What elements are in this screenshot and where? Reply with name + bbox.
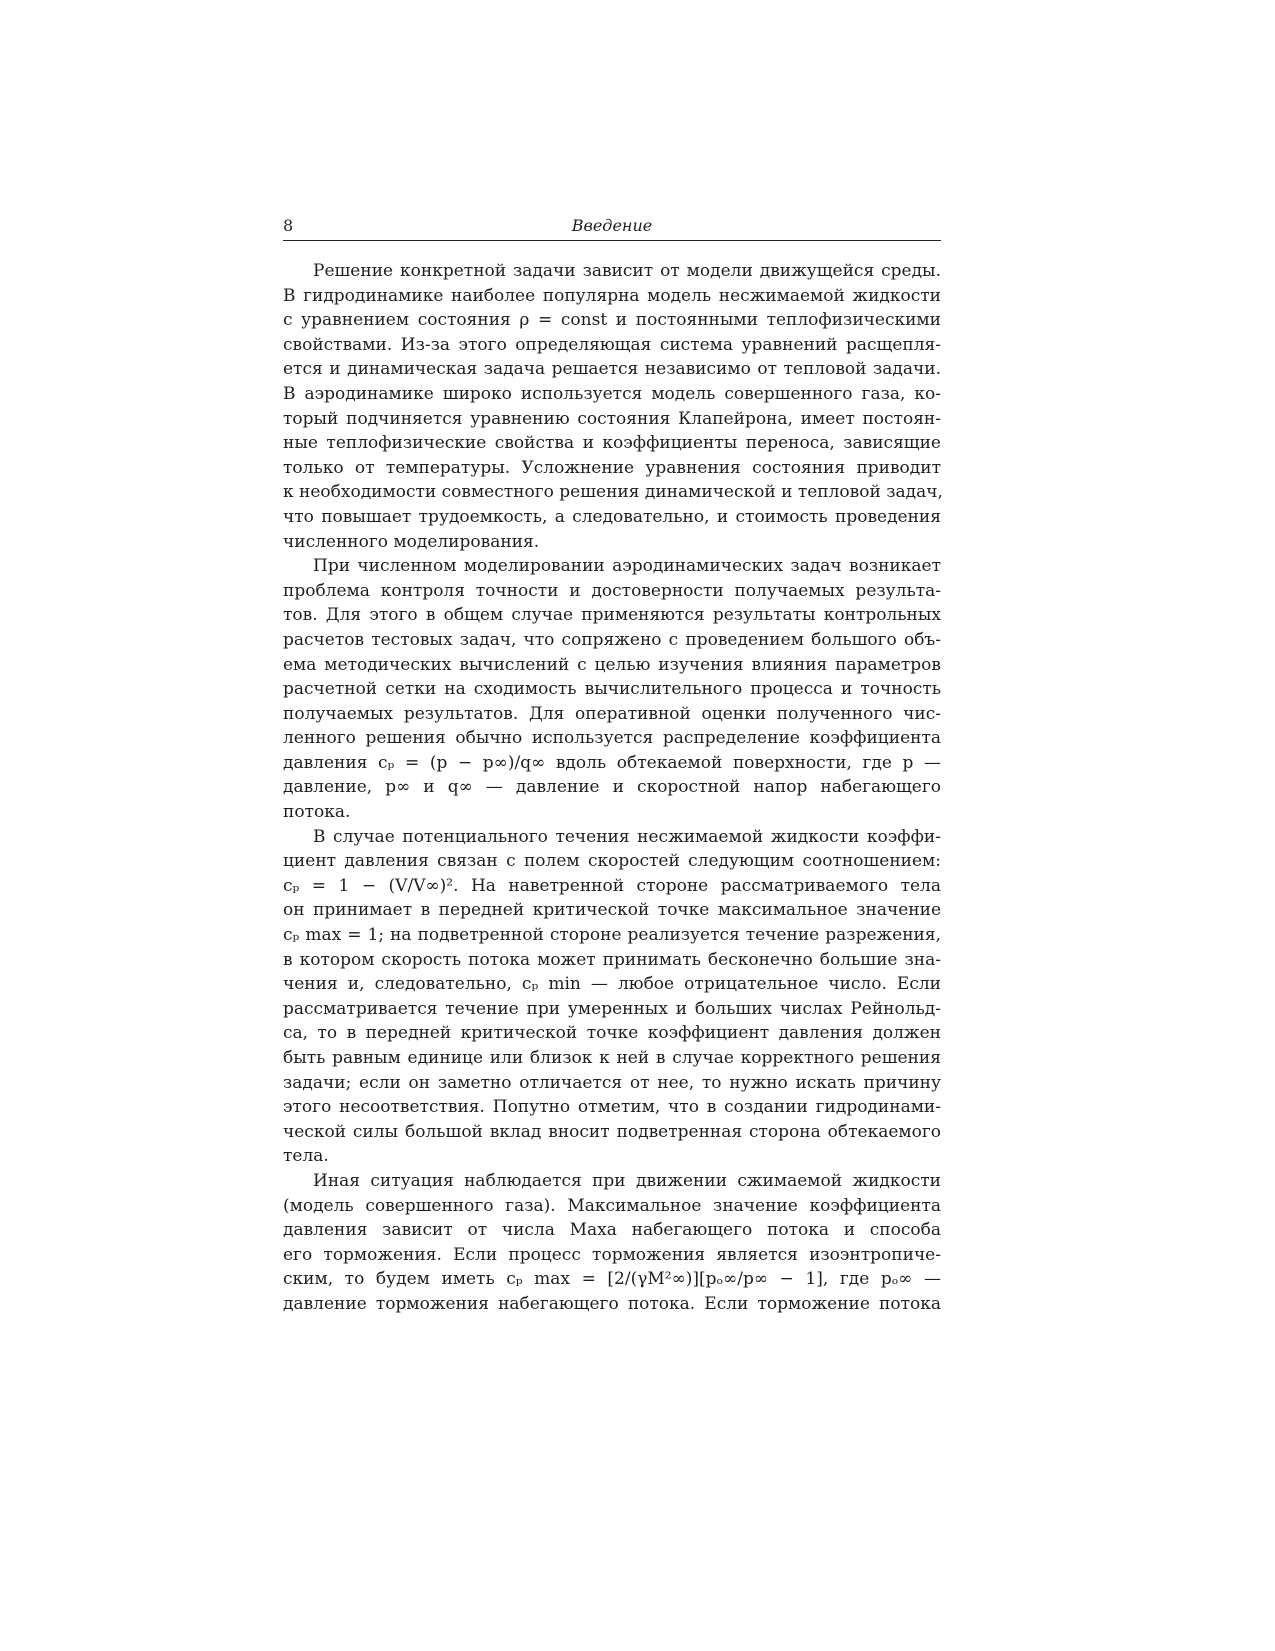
text-line: ные теплофизические свойства и коэффициенты переноса, зависящие	[283, 433, 941, 454]
text-line: он принимает в передней критической точке максимальное значение	[283, 900, 941, 921]
text-line: (модель совершенного газа). Максимальное значение коэффициента	[283, 1195, 941, 1216]
text-line: что повышает трудоемкость, а следовательно, и стоимость проведения	[283, 506, 941, 527]
text-line: ленного решения обычно используется распределение коэффициента	[283, 728, 941, 749]
text-line: Иная ситуация наблюдается при движении сжимаемой жидкости	[313, 1170, 941, 1191]
text-line: ческой силы большой вклад вносит подветренная сторона обтекаемого	[283, 1121, 941, 1142]
text-line: к необходимости совместного решения динамической и тепловой задач,	[283, 482, 943, 503]
text-line: В случае потенциального течения несжимаемой жидкости коэффи-	[313, 826, 941, 847]
text-line: В аэродинамике широко используется модель совершенного газа, ко-	[283, 383, 941, 404]
text-line: задачи; если он заметно отличается от нее, то нужно искать причину	[283, 1072, 941, 1093]
text-line: быть равным единице или близок к ней в случае корректного решения	[283, 1048, 941, 1068]
text-line: ется и динамическая задача решается независимо от тепловой задачи.	[283, 359, 941, 380]
text-line: потока.	[283, 802, 351, 823]
text-line: Решение конкретной задачи зависит от модели движущейся среды.	[313, 261, 941, 281]
text-line: ским, то будем иметь cₚ max = [2/(γM²∞)][pₒ∞/p∞ − 1], где pₒ∞ —	[283, 1269, 941, 1290]
text-line: циент давления связан с полем скоростей следующим соотношением:	[283, 851, 941, 872]
text-line: расчетов тестовых задач, что сопряжено с проведением большого объ-	[283, 629, 941, 650]
text-line: давления зависит от числа Маха набегающего потока и способа	[283, 1220, 941, 1241]
text-line: численного моделирования.	[283, 531, 540, 552]
paragraph	[283, 259, 941, 554]
text-line: давления cₚ = (p − p∞)/q∞ вдоль обтекаемой поверхности, где p —	[283, 752, 941, 773]
paragraph	[283, 554, 941, 825]
text-line: с уравнением состояния ρ = const и постоянными теплофизическими	[283, 310, 941, 331]
page	[283, 216, 941, 1317]
text-line: свойствами. Из-за этого определяющая система уравнений расщепля-	[283, 334, 941, 355]
text-line: cₚ max = 1; на подветренной стороне реализуется течение разрежения,	[283, 925, 941, 946]
text-line: При численном моделировании аэродинамических задач возникает	[313, 556, 941, 577]
text-line: этого несоответствия. Попутно отметим, что в создании гидродинами-	[283, 1097, 941, 1118]
text-line: тов. Для этого в общем случае применяются результаты контрольных	[283, 605, 941, 626]
text-line: тела.	[283, 1146, 329, 1167]
text-line: торый подчиняется уравнению состояния Клапейрона, имеет постоян-	[283, 408, 941, 429]
running-header	[283, 216, 941, 241]
text-line: рассматривается течение при умеренных и больших числах Рейнольд-	[283, 998, 941, 1019]
text-line: давление, p∞ и q∞ — давление и скоростной напор набегающего	[283, 777, 941, 798]
text-line: давление торможения набегающего потока. Если торможение потока	[283, 1293, 941, 1314]
text-line: ема методических вычислений с целью изучения влияния параметров	[283, 654, 941, 675]
text-line: cₚ = 1 − (V/V∞)². На наветренной стороне рассматриваемого тела	[283, 875, 941, 896]
paragraph	[283, 1169, 941, 1317]
text-line: расчетной сетки на сходимость вычислительного процесса и точность	[283, 679, 941, 700]
page-number: 8	[283, 216, 294, 235]
text-line: его торможения. Если процесс торможения является изоэнтропиче-	[283, 1244, 941, 1265]
text-line: только от температуры. Усложнение уравнения состояния приводит	[283, 457, 941, 478]
text-line: получаемых результатов. Для оперативной оценки полученного чис-	[283, 703, 941, 724]
paragraph	[283, 825, 941, 1169]
text-line: са, то в передней критической точке коэффициент давления должен	[283, 1023, 941, 1044]
text-line: чения и, следовательно, cₚ min — любое отрицательное число. Если	[283, 974, 941, 995]
text-line: в котором скорость потока может принимать бесконечно большие зна-	[283, 949, 941, 970]
text-line: проблема контроля точности и достоверности получаемых результа-	[283, 580, 941, 601]
text-line: В гидродинамике наиболее популярна модель несжимаемой жидкости	[283, 285, 941, 306]
body-text	[283, 259, 941, 1317]
running-title: Введение	[571, 216, 653, 235]
